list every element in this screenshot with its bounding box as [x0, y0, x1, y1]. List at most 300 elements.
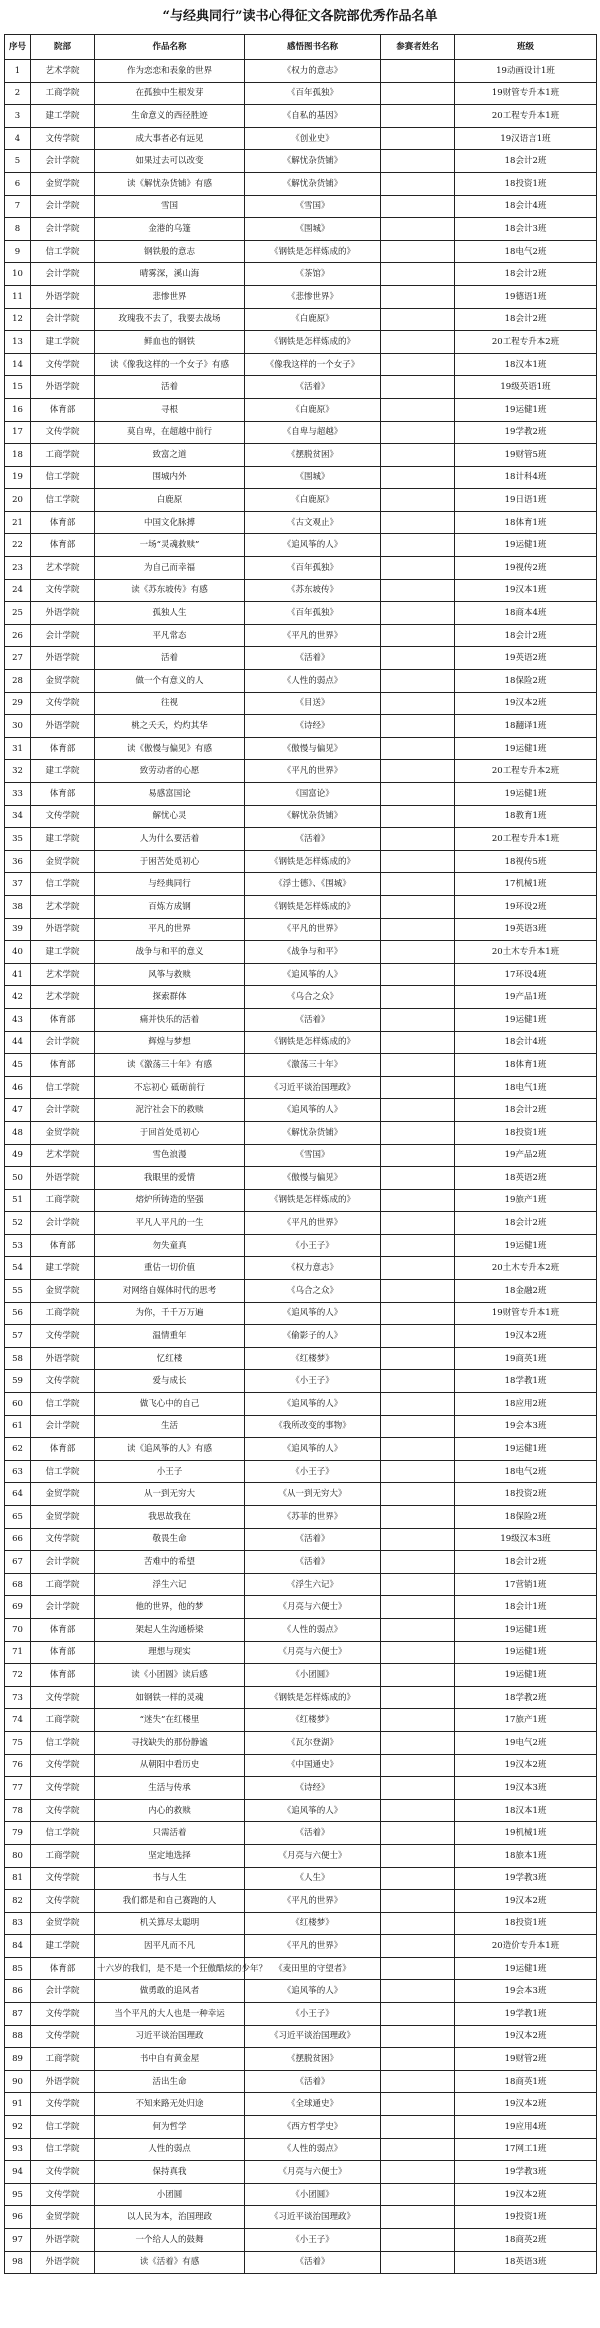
table-row: [5, 1890, 597, 1913]
cell-college: 文传学院: [31, 2161, 95, 2184]
cell-class: 19汉语言1班: [455, 127, 597, 150]
cell-college: 信工学院: [31, 1076, 95, 1099]
table-row: [5, 195, 597, 218]
cell-number: 14: [5, 353, 31, 376]
cell-book-title: 《雪国》: [245, 1144, 381, 1167]
cell-college: 会计学院: [31, 1099, 95, 1122]
cell-class: 19汉本2班: [455, 1754, 597, 1777]
table-row: [5, 692, 597, 715]
cell-college: 外语学院: [31, 715, 95, 738]
cell-college: 文传学院: [31, 1370, 95, 1393]
cell-work-title: 战争与和平的意义: [95, 941, 245, 964]
cell-college: 文传学院: [31, 127, 95, 150]
cell-work-title: 平凡常态: [95, 624, 245, 647]
cell-author: [381, 1099, 455, 1122]
cell-work-title: 读《追风筝的人》有感: [95, 1438, 245, 1461]
cell-number: 5: [5, 150, 31, 173]
cell-work-title: 何为哲学: [95, 2116, 245, 2139]
cell-work-title: 我眼里的爱情: [95, 1167, 245, 1190]
cell-book-title: 《傲慢与偏见》: [245, 737, 381, 760]
cell-book-title: 《百年孤独》: [245, 82, 381, 105]
cell-book-title: 《活着》: [245, 1822, 381, 1845]
cell-class: 19运健1班: [455, 1641, 597, 1664]
cell-class: 17营销1班: [455, 1573, 597, 1596]
cell-class: 18会计2班: [455, 1551, 597, 1574]
cell-college: 工商学院: [31, 82, 95, 105]
cell-author: [381, 1167, 455, 1190]
table-row: [5, 263, 597, 286]
cell-college: 信工学院: [31, 1822, 95, 1845]
cell-work-title: 白鹿原: [95, 489, 245, 512]
cell-author: [381, 1008, 455, 1031]
cell-book-title: 《人性的弱点》: [245, 2138, 381, 2161]
cell-number: 78: [5, 1799, 31, 1822]
table-row: [5, 1980, 597, 2003]
cell-work-title: 敬畏生命: [95, 1528, 245, 1551]
cell-class: 19运健1班: [455, 398, 597, 421]
table-row: [5, 670, 597, 693]
cell-number: 64: [5, 1483, 31, 1506]
cell-book-title: 《像我这样的一个女子》: [245, 353, 381, 376]
cell-class: 19德语1班: [455, 285, 597, 308]
cell-book-title: 《摆脱贫困》: [245, 444, 381, 467]
cell-class: 19汉本2班: [455, 1325, 597, 1348]
cell-book-title: 《月亮与六便士》: [245, 1641, 381, 1664]
cell-college: 会计学院: [31, 150, 95, 173]
cell-college: 体育部: [31, 1664, 95, 1687]
cell-author: [381, 2116, 455, 2139]
cell-number: 97: [5, 2229, 31, 2252]
table-row: [5, 850, 597, 873]
cell-class: 18商英2班: [455, 2229, 597, 2252]
cell-work-title: 做勇敢的追风者: [95, 1980, 245, 2003]
cell-work-title: 辉煌与梦想: [95, 1031, 245, 1054]
table-row: [5, 240, 597, 263]
table-row: [5, 1099, 597, 1122]
cell-class: 18投资1班: [455, 172, 597, 195]
cell-book-title: 《浮士德》、《围城》: [245, 873, 381, 896]
table-row: [5, 2070, 597, 2093]
cell-author: [381, 1980, 455, 2003]
cell-number: 17: [5, 421, 31, 444]
cell-work-title: 鲜血也的钢铁: [95, 331, 245, 354]
cell-number: 43: [5, 1008, 31, 1031]
cell-number: 69: [5, 1596, 31, 1619]
cell-number: 36: [5, 850, 31, 873]
cell-work-title: 从一到无穷大: [95, 1483, 245, 1506]
table-row: [5, 1234, 597, 1257]
cell-college: 文传学院: [31, 1890, 95, 1913]
cell-class: 18保险2班: [455, 1506, 597, 1529]
cell-number: 91: [5, 2093, 31, 2116]
cell-author: [381, 1935, 455, 1958]
cell-college: 艺术学院: [31, 986, 95, 1009]
cell-college: 会计学院: [31, 624, 95, 647]
cell-book-title: 《追风筝的人》: [245, 1438, 381, 1461]
cell-work-title: 他的世界，他的梦: [95, 1596, 245, 1619]
table-row: [5, 1347, 597, 1370]
cell-author: [381, 602, 455, 625]
cell-number: 96: [5, 2206, 31, 2229]
cell-author: [381, 1506, 455, 1529]
cell-college: 工商学院: [31, 1573, 95, 1596]
cell-book-title: 《雪国》: [245, 195, 381, 218]
cell-class: 18投资1班: [455, 1121, 597, 1144]
cell-work-title: 与经典同行: [95, 873, 245, 896]
cell-college: 文传学院: [31, 1799, 95, 1822]
cell-class: 20工程专升本2班: [455, 760, 597, 783]
cell-work-title: 如果过去可以改变: [95, 150, 245, 173]
cell-author: [381, 1415, 455, 1438]
cell-work-title: 生活: [95, 1415, 245, 1438]
table-row: [5, 60, 597, 83]
cell-work-title: 寻找缺失的那份静谧: [95, 1731, 245, 1754]
table-row: [5, 918, 597, 941]
cell-book-title: 《摆脱贫困》: [245, 2048, 381, 2071]
cell-work-title: 十六岁的我们，是不是一个狂傲酷炫的少年？: [95, 1957, 245, 1980]
cell-author: [381, 1551, 455, 1574]
cell-author: [381, 760, 455, 783]
cell-college: 工商学院: [31, 1844, 95, 1867]
table-row: [5, 1438, 597, 1461]
cell-college: 文传学院: [31, 1325, 95, 1348]
cell-work-title: 一场“灵魂救赎”: [95, 534, 245, 557]
cell-book-title: 《平凡的世界》: [245, 918, 381, 941]
cell-work-title: 泥泞社会下的救赎: [95, 1099, 245, 1122]
cell-book-title: 《战争与和平》: [245, 941, 381, 964]
cell-college: 会计学院: [31, 1031, 95, 1054]
cell-number: 25: [5, 602, 31, 625]
cell-book-title: 《偷影子的人》: [245, 1325, 381, 1348]
cell-number: 67: [5, 1551, 31, 1574]
table-row: [5, 172, 597, 195]
cell-college: 艺术学院: [31, 895, 95, 918]
cell-author: [381, 1370, 455, 1393]
cell-college: 体育部: [31, 1054, 95, 1077]
cell-book-title: 《小王子》: [245, 2003, 381, 2026]
table-row: [5, 737, 597, 760]
cell-class: 18学教2班: [455, 1686, 597, 1709]
cell-number: 75: [5, 1731, 31, 1754]
table-row: [5, 1935, 597, 1958]
cell-class: 20造价专升本1班: [455, 1935, 597, 1958]
cell-author: [381, 1957, 455, 1980]
table-row: [5, 2229, 597, 2252]
cell-number: 79: [5, 1822, 31, 1845]
cell-class: 18体育1班: [455, 1054, 597, 1077]
cell-class: 18会计2班: [455, 1099, 597, 1122]
cell-number: 74: [5, 1709, 31, 1732]
cell-class: 19运健1班: [455, 534, 597, 557]
cell-number: 93: [5, 2138, 31, 2161]
table-row: [5, 1257, 597, 1280]
cell-author: [381, 285, 455, 308]
cell-class: 20土木专升本1班: [455, 941, 597, 964]
cell-college: 文传学院: [31, 353, 95, 376]
cell-book-title: 《习近平谈治国理政》: [245, 2206, 381, 2229]
cell-work-title: 读《激荡三十年》有感: [95, 1054, 245, 1077]
cell-class: 19运健1班: [455, 1957, 597, 1980]
cell-number: 65: [5, 1506, 31, 1529]
cell-class: 19财管2班: [455, 2048, 597, 2071]
cell-author: [381, 692, 455, 715]
cell-author: [381, 218, 455, 241]
table-row: [5, 1867, 597, 1890]
cell-book-title: 《全球通史》: [245, 2093, 381, 2116]
cell-number: 66: [5, 1528, 31, 1551]
cell-work-title: 于回首处觅初心: [95, 1121, 245, 1144]
cell-number: 4: [5, 127, 31, 150]
cell-college: 体育部: [31, 1957, 95, 1980]
cell-class: 18学教1班: [455, 1370, 597, 1393]
cell-college: 建工学院: [31, 331, 95, 354]
cell-work-title: 平凡人平凡的一生: [95, 1212, 245, 1235]
cell-book-title: 《平凡的世界》: [245, 1890, 381, 1913]
cell-class: 19运健1班: [455, 1008, 597, 1031]
cell-author: [381, 986, 455, 1009]
cell-college: 会计学院: [31, 1551, 95, 1574]
cell-book-title: 《小王子》: [245, 1370, 381, 1393]
cell-author: [381, 2025, 455, 2048]
table-row: [5, 1302, 597, 1325]
cell-number: 15: [5, 376, 31, 399]
cell-work-title: 悲惨世界: [95, 285, 245, 308]
cell-work-title: 一个给人人的鼓舞: [95, 2229, 245, 2252]
cell-number: 70: [5, 1618, 31, 1641]
table-row: [5, 1415, 597, 1438]
cell-class: 17机械1班: [455, 873, 597, 896]
cell-book-title: 《追风筝的人》: [245, 1799, 381, 1822]
cell-work-title: 不知来路无处归途: [95, 2093, 245, 2116]
cell-number: 83: [5, 1912, 31, 1935]
cell-work-title: 钢铁般的意志: [95, 240, 245, 263]
cell-author: [381, 1325, 455, 1348]
cell-college: 文传学院: [31, 421, 95, 444]
cell-class: 20工程专升本2班: [455, 331, 597, 354]
cell-class: 19级英语1班: [455, 376, 597, 399]
table-row: [5, 2093, 597, 2116]
cell-book-title: 《国富论》: [245, 783, 381, 806]
cell-book-title: 《月亮与六便士》: [245, 1844, 381, 1867]
cell-author: [381, 557, 455, 580]
cell-class: 19环设2班: [455, 895, 597, 918]
cell-college: 金贸学院: [31, 1483, 95, 1506]
cell-college: 文传学院: [31, 2093, 95, 2116]
cell-class: 19学教3班: [455, 1867, 597, 1890]
cell-class: 19会本3班: [455, 1980, 597, 2003]
cell-number: 58: [5, 1347, 31, 1370]
cell-book-title: 《解忧杂货铺》: [245, 150, 381, 173]
cell-work-title: 玫瑰我不去了，我要去战场: [95, 308, 245, 331]
table-row: [5, 1280, 597, 1303]
cell-book-title: 《古文观止》: [245, 511, 381, 534]
cell-author: [381, 1596, 455, 1619]
table-row: [5, 1686, 597, 1709]
cell-class: 19电气2班: [455, 1731, 597, 1754]
table-row: [5, 1031, 597, 1054]
table-row: [5, 1121, 597, 1144]
cell-college: 文传学院: [31, 1686, 95, 1709]
cell-work-title: 生活与传承: [95, 1777, 245, 1800]
cell-number: 60: [5, 1393, 31, 1416]
table-row: [5, 1912, 597, 1935]
cell-book-title: 《从一到无穷大》: [245, 1483, 381, 1506]
cell-college: 体育部: [31, 511, 95, 534]
cell-work-title: 内心的救赎: [95, 1799, 245, 1822]
header-college: 院部: [31, 35, 95, 60]
cell-college: 金贸学院: [31, 172, 95, 195]
cell-work-title: 以人民为本，治国理政: [95, 2206, 245, 2229]
cell-work-title: 读《像我这样的一个女子》有感: [95, 353, 245, 376]
table-header-row: [5, 35, 597, 60]
cell-author: [381, 1438, 455, 1461]
cell-number: 29: [5, 692, 31, 715]
table-row: [5, 127, 597, 150]
table-row: [5, 444, 597, 467]
cell-work-title: 晴雾深，溪山海: [95, 263, 245, 286]
table-row: [5, 2206, 597, 2229]
cell-author: [381, 1641, 455, 1664]
cell-number: 40: [5, 941, 31, 964]
cell-work-title: 书中自有黄金屋: [95, 2048, 245, 2071]
cell-class: 19运健1班: [455, 737, 597, 760]
table-row: [5, 760, 597, 783]
cell-work-title: 熔炉所铸造的坚强: [95, 1189, 245, 1212]
cell-author: [381, 1212, 455, 1235]
cell-author: [381, 1076, 455, 1099]
cell-number: 3: [5, 105, 31, 128]
cell-college: 体育部: [31, 1438, 95, 1461]
cell-author: [381, 2161, 455, 2184]
cell-work-title: 成大事者必有远见: [95, 127, 245, 150]
cell-number: 95: [5, 2183, 31, 2206]
cell-college: 信工学院: [31, 489, 95, 512]
cell-author: [381, 1731, 455, 1754]
cell-number: 87: [5, 2003, 31, 2026]
cell-number: 16: [5, 398, 31, 421]
cell-book-title: 《钢铁是怎样炼成的》: [245, 240, 381, 263]
table-row: [5, 1551, 597, 1574]
cell-number: 94: [5, 2161, 31, 2184]
cell-number: 71: [5, 1641, 31, 1664]
cell-work-title: 温情重年: [95, 1325, 245, 1348]
cell-book-title: 《钢铁是怎样炼成的》: [245, 1686, 381, 1709]
table-row: [5, 1664, 597, 1687]
table-row: [5, 805, 597, 828]
cell-book-title: 《红楼梦》: [245, 1347, 381, 1370]
cell-class: 18保险2班: [455, 670, 597, 693]
cell-book-title: 《活着》: [245, 2070, 381, 2093]
cell-college: 会计学院: [31, 1596, 95, 1619]
cell-work-title: 不忘初心 砥砺前行: [95, 1076, 245, 1099]
cell-class: 18汉本1班: [455, 353, 597, 376]
table-row: [5, 2048, 597, 2071]
cell-college: 文传学院: [31, 1754, 95, 1777]
cell-college: 文传学院: [31, 2025, 95, 2048]
cell-book-title: 《活着》: [245, 376, 381, 399]
table-row: [5, 1189, 597, 1212]
cell-college: 外语学院: [31, 1167, 95, 1190]
cell-author: [381, 1912, 455, 1935]
cell-college: 信工学院: [31, 1731, 95, 1754]
cell-book-title: 《人性的弱点》: [245, 670, 381, 693]
table-row: [5, 1325, 597, 1348]
header-book-title: 感悟图书名称: [245, 35, 381, 60]
cell-work-title: 我思故我在: [95, 1506, 245, 1529]
cell-book-title: 《小王子》: [245, 1460, 381, 1483]
cell-author: [381, 647, 455, 670]
cell-number: 41: [5, 963, 31, 986]
cell-work-title: 作为恋恋和表象的世界: [95, 60, 245, 83]
cell-author: [381, 60, 455, 83]
cell-author: [381, 1528, 455, 1551]
cell-class: 18会计2班: [455, 624, 597, 647]
cell-number: 63: [5, 1460, 31, 1483]
cell-class: 19商英1班: [455, 1347, 597, 1370]
cell-college: 艺术学院: [31, 1144, 95, 1167]
table-row: [5, 963, 597, 986]
cell-class: 18商本4班: [455, 602, 597, 625]
cell-book-title: 《我所改变的事物》: [245, 1415, 381, 1438]
cell-work-title: 于困苦处觅初心: [95, 850, 245, 873]
cell-number: 46: [5, 1076, 31, 1099]
cell-book-title: 《解忧杂货铺》: [245, 172, 381, 195]
table-row: [5, 1754, 597, 1777]
cell-number: 53: [5, 1234, 31, 1257]
cell-work-title: 习近平谈治国理政: [95, 2025, 245, 2048]
cell-book-title: 《小王子》: [245, 2229, 381, 2252]
cell-number: 76: [5, 1754, 31, 1777]
cell-class: 20土木专升本2班: [455, 1257, 597, 1280]
cell-work-title: 致劳动者的心愿: [95, 760, 245, 783]
cell-author: [381, 1121, 455, 1144]
cell-number: 35: [5, 828, 31, 851]
cell-college: 体育部: [31, 1641, 95, 1664]
cell-college: 信工学院: [31, 1460, 95, 1483]
cell-class: 18金融2班: [455, 1280, 597, 1303]
table-row: [5, 557, 597, 580]
cell-author: [381, 82, 455, 105]
cell-book-title: 《激荡三十年》: [245, 1054, 381, 1077]
cell-book-title: 《乌合之众》: [245, 986, 381, 1009]
cell-work-title: 小团圆: [95, 2183, 245, 2206]
cell-class: 18商英1班: [455, 2070, 597, 2093]
cell-book-title: 《活着》: [245, 1008, 381, 1031]
cell-author: [381, 2138, 455, 2161]
cell-book-title: 《自卑与超越》: [245, 421, 381, 444]
cell-book-title: 《活着》: [245, 1551, 381, 1574]
cell-book-title: 《人生》: [245, 1867, 381, 1890]
cell-work-title: 读《解忧杂货铺》有感: [95, 172, 245, 195]
cell-number: 55: [5, 1280, 31, 1303]
cell-class: 18会计3班: [455, 218, 597, 241]
cell-author: [381, 1844, 455, 1867]
cell-author: [381, 1799, 455, 1822]
table-row: [5, 2161, 597, 2184]
cell-class: 19运健1班: [455, 1234, 597, 1257]
cell-author: [381, 873, 455, 896]
cell-number: 47: [5, 1099, 31, 1122]
cell-work-title: 在孤独中生根发芽: [95, 82, 245, 105]
cell-book-title: 《钢铁是怎样炼成的》: [245, 895, 381, 918]
table-row: [5, 2003, 597, 2026]
cell-college: 外语学院: [31, 2070, 95, 2093]
cell-author: [381, 1347, 455, 1370]
cell-book-title: 《诗经》: [245, 1777, 381, 1800]
cell-author: [381, 1686, 455, 1709]
cell-number: 37: [5, 873, 31, 896]
cell-college: 文传学院: [31, 2183, 95, 2206]
